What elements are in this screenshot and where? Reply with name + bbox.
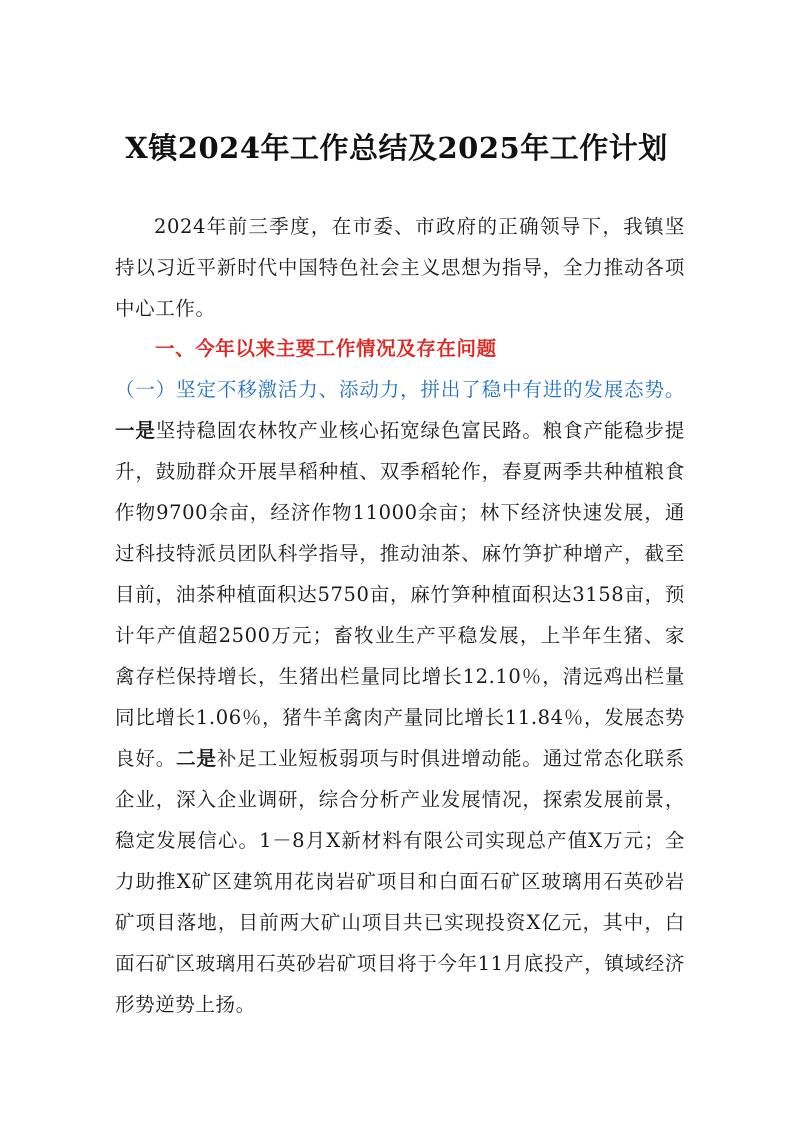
intro-paragraph: 2024年前三季度，在市委、市政府的正确领导下，我镇坚持以习近平新时代中国特色社会主义思想为指导，全力推动各项中心工作。 — [115, 215, 685, 320]
lead-in-first: 一是 — [115, 419, 156, 442]
section-1-paragraph — [115, 369, 685, 1025]
section-1-text-first: 坚持稳固农林牧产业核心拓宽绿色富民路。粮食产能稳步提升，鼓励群众开展旱稻种植、双季稻轮作，春夏两季共种植粮食作物9700余亩，经济作物11000余亩；林下经济快速发展，通过科技特派员团队科学指导，推动油茶、麻竹笋扩种增产，截至目前，油茶种植面积达5750亩，麻竹笋种植面积达3158亩，预计年产值超2500万元；畜牧业生产平稳发展，上半年生猪、家禽存栏保持增长，生猪出栏量同比增长12.10％，清远鸡出栏量同比增长1.06％，猪牛羊禽肉产量同比增长11.84％，发展态势良好。 — [115, 419, 685, 770]
document-title: X镇2024年工作总结及2025年工作计划 — [125, 131, 668, 165]
lead-in-second: 二是 — [176, 747, 217, 770]
section-1-text-second: 补足工业短板弱项与时俱进增动能。通过常态化联系企业，深入企业调研，综合分析产业发展情况，探索发展前景，稳定发展信心。1－8月X新材料有限公司实现总产值X万元；全力助推X矿区建筑用花岗岩矿项目和白面石矿区玻璃用石英砂岩矿项目落地，目前两大矿山项目共已实现投资X亿元，其中，白面石矿区玻璃用石英砂岩矿项目将于今年11月底投产，镇域经济形势逆势上扬。 — [115, 747, 685, 1016]
section-heading-1: 一、今年以来主要工作情况及存在问题 — [155, 337, 497, 360]
sub-heading-1: （一）坚定不移激活力、添动力，拼出了稳中有进的发展态势。 — [115, 378, 685, 401]
